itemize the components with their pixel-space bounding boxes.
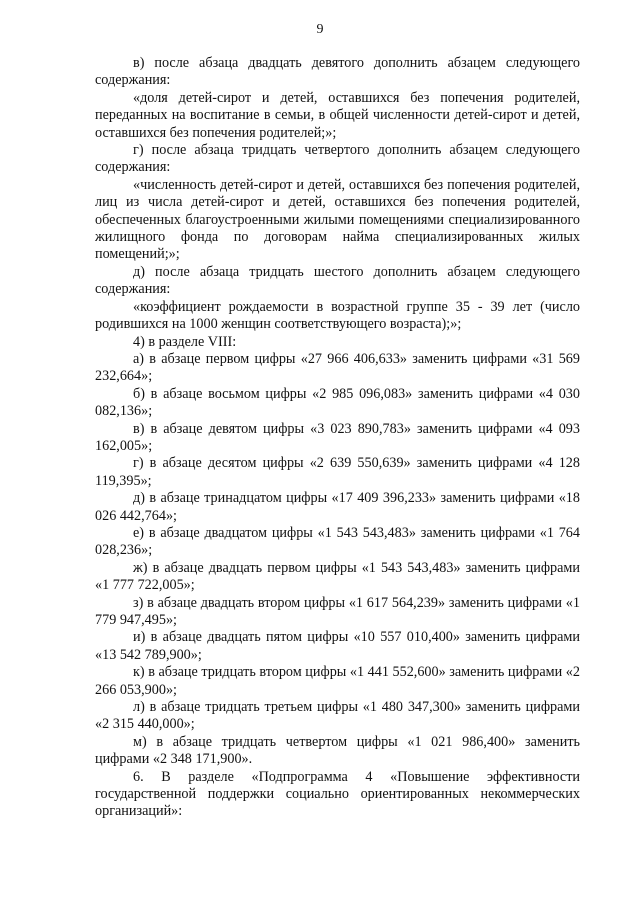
amendment-item: м) в абзаце тридцать четвертом цифры «1 021 986,400» заменить цифрами «2 348 171,900». [95, 733, 580, 768]
paragraph-item-v: в) после абзаца двадцать девятого дополнить абзацем следующего содержания: [95, 55, 580, 89]
paragraph-item-g: г) после абзаца тридцать четвертого дополнить абзацем следующего содержания: [95, 142, 580, 176]
section-6-heading: 6. В разделе «Подпрограмма 4 «Повышение эффективности государственной поддержки социально ориентированных некоммерческих организаций»: [95, 768, 580, 820]
amendment-item: к) в абзаце тридцать втором цифры «1 441 552,600» заменить цифрами «2 266 053,900»; [95, 664, 580, 698]
amendment-item: и) в абзаце двадцать пятом цифры «10 557 010,400» заменить цифрами «13 542 789,900»; [95, 629, 580, 663]
amendment-item: в) в абзаце девятом цифры «3 023 890,783» заменить цифрами «4 093 162,005»; [95, 420, 580, 454]
amendment-item: б) в абзаце восьмом цифры «2 985 096,083» заменить цифрами «4 030 082,136»; [95, 385, 580, 420]
section-viii-heading: 4) в разделе VIII: [133, 333, 237, 350]
amendment-item: з) в абзаце двадцать втором цифры «1 617 564,239» заменить цифрами «1 779 947,495»; [95, 594, 580, 628]
amendment-item: д) в абзаце тринадцатом цифры «17 409 396,233» заменить цифрами «18 026 442,764»; [95, 490, 580, 524]
quote-orphans-housing: «численность детей-сирот и детей, оставшихся без попечения родителей, лиц из числа детей-сирот и детей, оставшихся без попечения родителей, обеспеченных благоустроенными жилыми помещениями специализированного жилищного фонда по договорам найма специализированных жилых помещений;»; [95, 176, 580, 263]
quote-birth-rate: «коэффициент рождаемости в возрастной группе 35 - 39 лет (число родившихся на 1000 женщин соответствующего возраста);»; [95, 298, 580, 333]
paragraph-item-d: д) после абзаца тридцать шестого дополнить абзацем следующего содержания: [95, 263, 580, 298]
amendment-item: е) в абзаце двадцатом цифры «1 543 543,483» заменить цифрами «1 764 028,236»; [95, 524, 580, 559]
amendment-item: г) в абзаце десятом цифры «2 639 550,639» заменить цифрами «4 128 119,395»; [95, 455, 580, 489]
page-number: 9 [316, 22, 324, 37]
document-body [95, 55, 580, 821]
amendment-item: а) в абзаце первом цифры «27 966 406,633» заменить цифрами «31 569 232,664»; [95, 350, 580, 385]
amendment-item: ж) в абзаце двадцать первом цифры «1 543 543,483» заменить цифрами «1 777 722,005»; [95, 559, 580, 594]
quote-orphans-share: «доля детей-сирот и детей, оставшихся без попечения родителей, переданных на воспитание в семьи, в общей численности детей-сирот и детей, оставшихся без попечения родителей;»; [95, 89, 580, 141]
amendment-item: л) в абзаце тридцать третьем цифры «1 480 347,300» заменить цифрами «2 315 440,000»; [95, 699, 580, 733]
